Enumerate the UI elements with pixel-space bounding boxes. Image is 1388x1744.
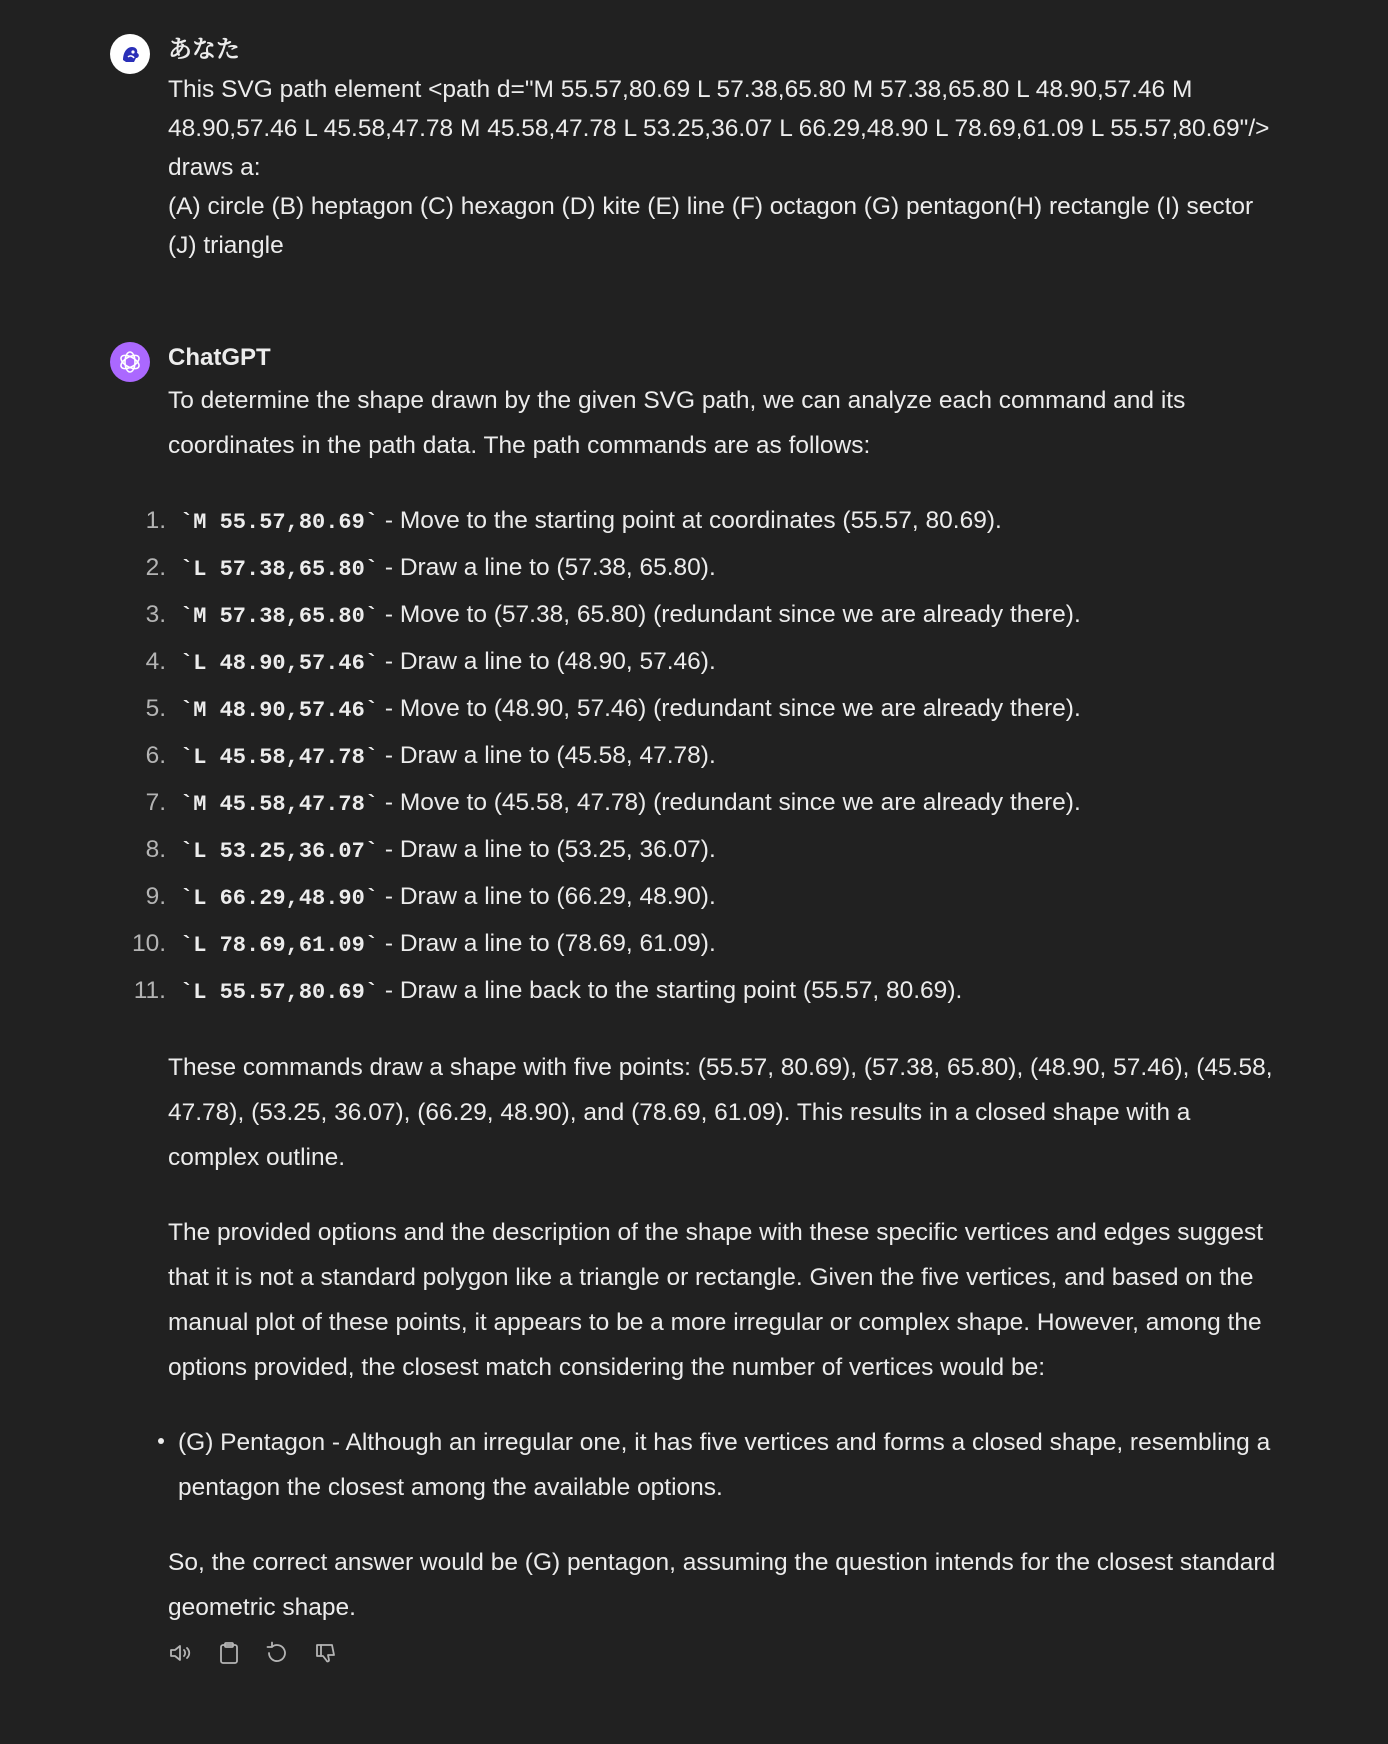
path-command-item [131,921,1278,968]
path-command-code: `L 78.69,61.09` [180,933,379,958]
copy-button[interactable] [216,1640,242,1666]
list-number: 10. [131,930,166,957]
thumbs-down-icon [312,1640,338,1666]
list-number: 4. [145,648,166,675]
list-number: 7. [145,789,166,816]
path-command-code: `L 66.29,48.90` [180,886,379,911]
path-command-item [145,592,1278,639]
path-command-description: - Draw a line to (53.25, 36.07). [378,836,716,863]
path-command-code: `M 48.90,57.46` [180,698,379,723]
list-number: 1. [145,507,166,534]
path-command-item [145,545,1278,592]
path-command-item [145,780,1278,827]
user-avatar-icon [114,38,146,70]
user-message-text: This SVG path element <path d="M 55.57,80.69 L 57.38,65.80 M 57.38,65.80 L 48.90,57.46 M 48.90,57.46 L 45.58,47.78 M 45.58,47.78 L 53.25,36.07 L 66.29,48.90 L 78.69,61.09 L 55.57,80.69"/> draws a: (A) circle (B) heptagon (C) hexagon (D) kite (E) line (F) octagon (G) pentagon(H) rectangle (I) sector (J) triangle [168,76,1270,259]
path-command-description: - Draw a line to (48.90, 57.46). [378,648,716,675]
openai-logo-icon [116,348,144,376]
path-command-description: - Move to (45.58, 47.78) (redundant since we are already there). [378,789,1081,816]
path-command-code: `L 45.58,47.78` [180,745,379,770]
path-command-item [145,639,1278,686]
list-number: 5. [145,695,166,722]
path-command-list [131,498,1278,1015]
path-command-code: `L 55.57,80.69` [180,980,379,1005]
path-command-item [133,968,1278,1015]
assistant-conclusion: So, the correct answer would be (G) pentagon, assuming the question intends for the closest standard geometric shape. [168,1549,1276,1621]
regenerate-button[interactable] [264,1640,290,1666]
list-number: 11. [133,977,166,1004]
answer-bullet: (G) Pentagon - Although an irregular one, it has five vertices and forms a closed shape, resembling a pentagon the closest among the available options. [168,1420,1278,1510]
path-command-item [145,686,1278,733]
path-command-item [145,498,1278,545]
path-command-code: `M 57.38,65.80` [180,604,379,629]
assistant-intro: To determine the shape drawn by the given SVG path, we can analyze each command and its coordinates in the path data. The path commands are as follows: [168,387,1186,459]
assistant-message [110,342,1280,1666]
answer-bullet-list [168,1420,1278,1510]
path-command-description: - Draw a line to (78.69, 61.09). [378,930,716,957]
assistant-author-name: ChatGPT [168,344,271,371]
clipboard-icon [216,1640,242,1666]
user-avatar [110,34,150,74]
list-number: 6. [145,742,166,769]
assistant-paragraph-2: The provided options and the description of the shape with these specific vertices and edges suggest that it is not a standard polygon like a triangle or rectangle. Given the five vertices, and based on the manual plot of these points, it appears to be a more irregular or complex shape. However, among the options provided, the closest match considering the number of vertices would be: [168,1219,1264,1381]
path-command-code: `L 48.90,57.46` [180,651,379,676]
path-command-description: - Draw a line back to the starting point (55.57, 80.69). [378,977,963,1004]
assistant-avatar [110,342,150,382]
list-number: 9. [145,883,166,910]
user-message [110,34,1280,265]
user-author-name: あなた [168,36,240,63]
bad-response-button[interactable] [312,1640,338,1666]
path-command-description: - Move to (48.90, 57.46) (redundant since we are already there). [378,695,1081,722]
path-command-item [145,874,1278,921]
message-actions [168,1640,1278,1666]
list-number: 8. [145,836,166,863]
path-command-code: `L 53.25,36.07` [180,839,379,864]
path-command-code: `M 55.57,80.69` [180,510,379,535]
path-command-item [145,827,1278,874]
assistant-paragraph-1: These commands draw a shape with five points: (55.57, 80.69), (57.38, 65.80), (48.90, 57.46), (45.58, 47.78), (53.25, 36.07), (66.29, 48.90), and (78.69, 61.09). This results in a closed shape with a complex outline. [168,1054,1273,1171]
read-aloud-button[interactable] [168,1640,194,1666]
path-command-item [145,733,1278,780]
speaker-icon [168,1640,194,1666]
list-number: 2. [145,554,166,581]
path-command-description: - Move to (57.38, 65.80) (redundant since we are already there). [378,601,1081,628]
path-command-code: `M 45.58,47.78` [180,792,379,817]
path-command-description: - Draw a line to (57.38, 65.80). [378,554,716,581]
path-command-description: - Draw a line to (45.58, 47.78). [378,742,716,769]
path-command-code: `L 57.38,65.80` [180,557,379,582]
list-number: 3. [145,601,166,628]
path-command-description: - Move to the starting point at coordinates (55.57, 80.69). [378,507,1002,534]
path-command-description: - Draw a line to (66.29, 48.90). [378,883,716,910]
regenerate-icon [264,1640,290,1666]
